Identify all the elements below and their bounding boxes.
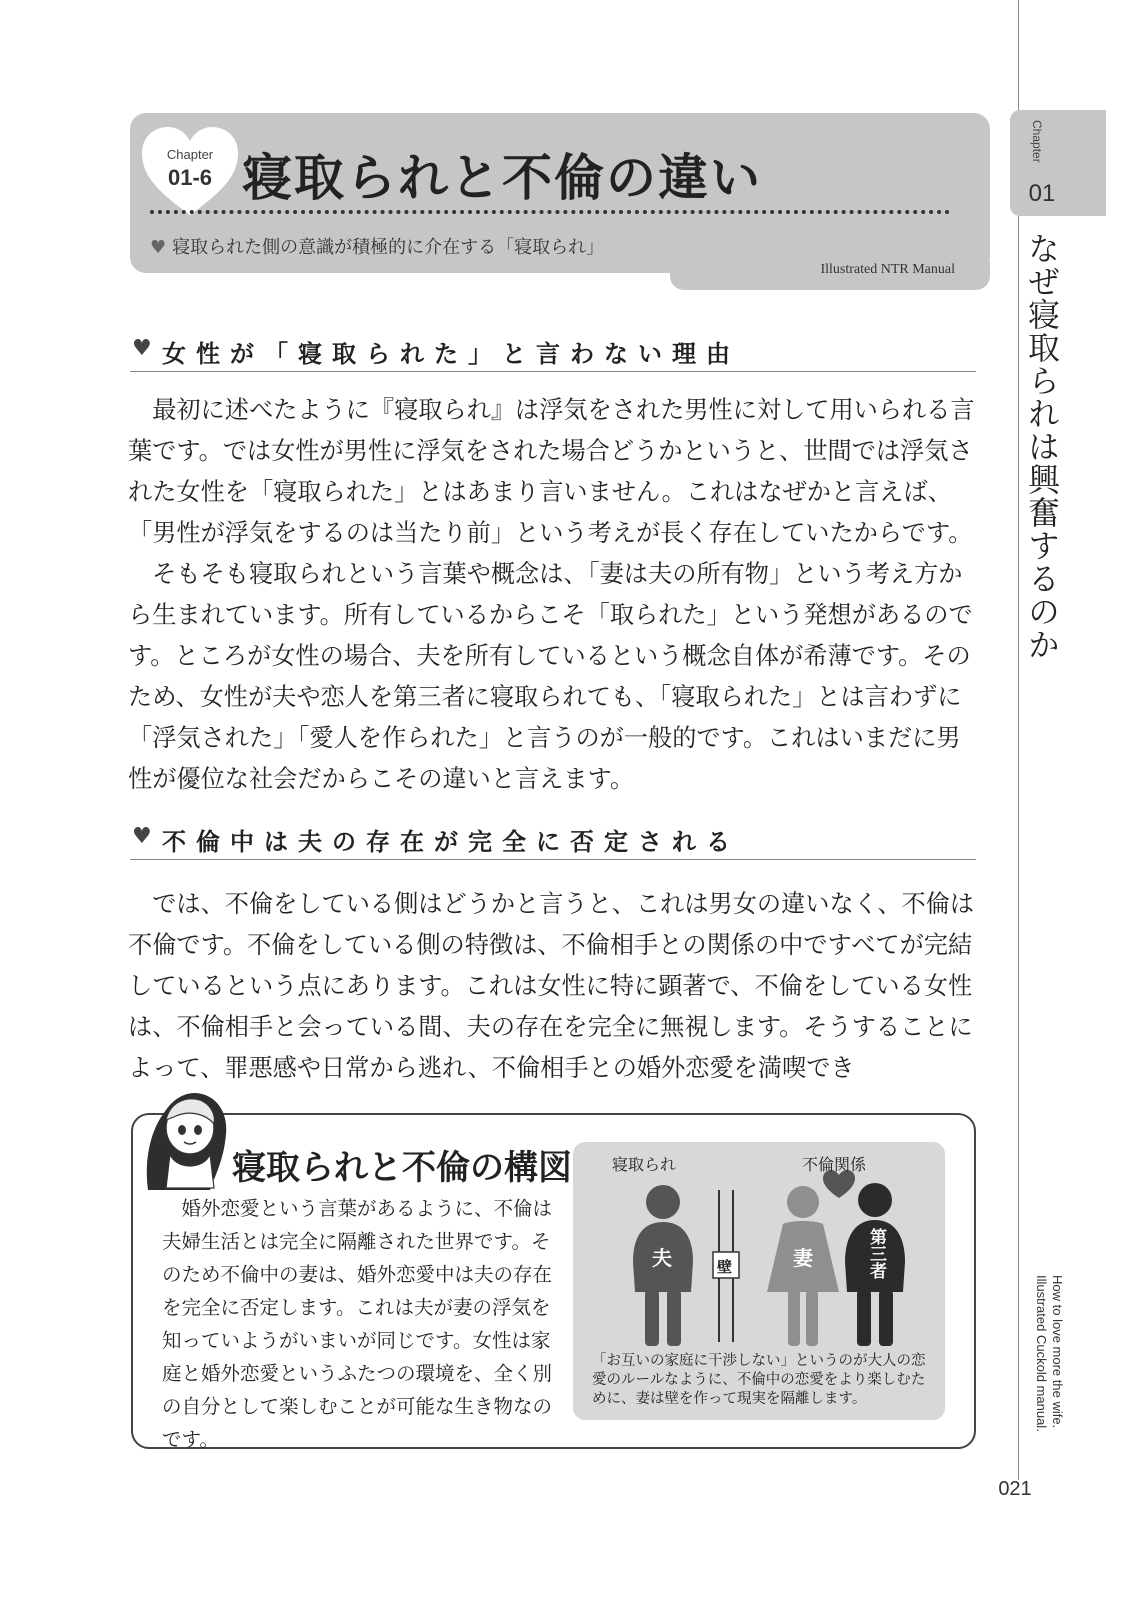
dotted-divider: [150, 210, 950, 214]
heart-icon: ♥: [150, 237, 167, 258]
sidebar-english-caption: [1025, 1275, 1065, 1465]
diagram-label-right: 不倫関係: [802, 1155, 867, 1174]
chapter-heart-badge: [140, 125, 240, 217]
sidebar-chapter-title: なぜ寝取られは興奮するのか: [1023, 232, 1061, 661]
column-body: [162, 1192, 554, 1456]
mascot-illustration: [140, 1080, 232, 1195]
diagram-caption: 「お互いの家庭に干渉しない」というのが大人の恋愛のルールなように、不倫中の恋愛をより楽しむために、妻は壁を作って現実を隔離します。: [592, 1353, 926, 1407]
sidebar-chapter-number: 01: [1028, 180, 1056, 207]
section-heading-text: 女性が「寝取られた」と言わない理由: [162, 340, 740, 368]
badge-chapter-number: 01-6: [167, 165, 213, 190]
paragraph: では、不倫をしている側はどうかと言うと、これは男女の違いなく、不倫は不倫です。不倫をしている側の特徴は、不倫相手との関係の中ですべてが完結しているという点にあります。これは女性に特に顕著で、不倫をしている女性は、不倫相手と会っている間、夫の存在を完全に無視します。そうすることによって、罪悪感や日常から逃れ、不倫相手との婚外恋愛を満喫でき: [128, 890, 975, 1082]
sidebar-rule: [1018, 0, 1019, 1480]
section-heading: [130, 822, 976, 860]
section-body: [128, 390, 978, 800]
wife-label: 妻: [793, 1246, 813, 1270]
subtitle-text: 寝取られた側の意識が積極的に介在する「寝取られ」: [172, 237, 605, 258]
heart-icon: ♥: [132, 336, 152, 361]
third-party-label: 第三者: [866, 1228, 886, 1279]
sidebar-english-line: How to love more the wife.: [1050, 1275, 1065, 1429]
section-heading: [130, 334, 976, 372]
section-heading-text: 不倫中は夫の存在が完全に否定される: [162, 828, 740, 856]
paragraph: そもそも寝取られという言葉や概念は、「妻は夫の所有物」という考え方から生まれています。所有しているからこそ「取られた」という発想があるのです。ところが女性の場合、夫を所有しているという概念自体が希薄です。そのため、女性が夫や恋人を第三者に寝取られても、「寝取られた」とは言わずに「浮気された」「愛人を作られた」と言うのが一般的です。これはいまだに男性が優位な社会だからこその違いと言えます。: [128, 560, 973, 793]
diagram-label-left: 寝取られ: [612, 1155, 677, 1174]
section-body: [128, 884, 978, 1089]
wall-label: 壁: [717, 1258, 733, 1276]
page-number: 021: [998, 1478, 1032, 1500]
paragraph: 最初に述べたように『寝取られ』は浮気をされた男性に対して用いられる言葉です。では女性が男性に浮気をされた場合どうかというと、世間では浮気された女性を「寝取られた」とはあまり言いません。これはなぜかと言えば、「男性が浮気をするのは当たり前」という考えが長く存在していたからです。: [128, 396, 975, 547]
heart-icon: ♥: [132, 824, 152, 849]
column-title: 寝取られと不倫の構図: [232, 1148, 572, 1188]
husband-label: 夫: [652, 1246, 672, 1270]
sidebar-english-line: Illustrated Cuckold manual.: [1034, 1275, 1049, 1432]
paragraph: 婚外恋愛という言葉があるように、不倫は夫婦生活とは完全に隔離された世界です。そのため不倫中の妻は、婚外恋愛中は夫の存在を完全に否定します。これは夫が妻の浮気を知っていようがいまいが同じです。女性は家庭と婚外恋愛というふたつの環境を、全く別の自分として楽しむことが可能な生き物なのです。: [162, 1197, 553, 1451]
sidebar-chapter-label: Chapter: [1030, 120, 1044, 163]
page-subtitle: [150, 233, 604, 259]
badge-chapter-label: Chapter: [166, 147, 214, 162]
page-title: 寝取られと不倫の違い: [242, 149, 762, 207]
manual-label: Illustrated NTR Manual: [820, 262, 955, 277]
